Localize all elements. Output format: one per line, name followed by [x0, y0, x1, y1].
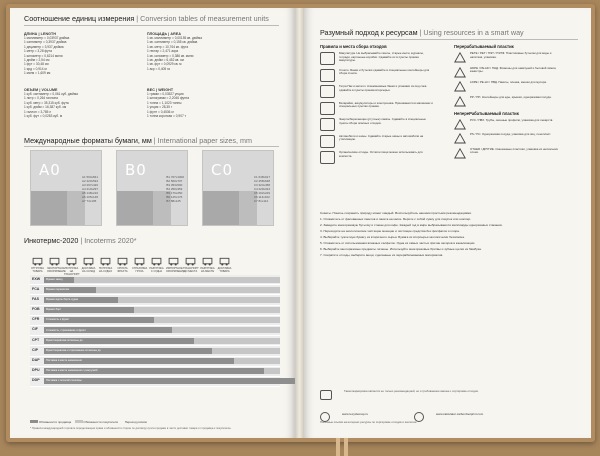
logistics-step-label: РАЗГРУЗКА С СУДНА	[149, 267, 164, 273]
marking-icon	[320, 390, 332, 400]
recycle-triangle-icon	[454, 148, 466, 159]
length-rows	[24, 36, 69, 76]
area-rows	[147, 36, 202, 71]
incoterm-row	[30, 357, 280, 367]
length-row: 1 километр = 0,6214 мили	[24, 53, 63, 58]
paper-formats	[30, 150, 274, 226]
waste-rule-entry: Энергосберегающие (ртутные) лампы. Сдавайте в специальные пункты сбора опасных отходов.	[320, 118, 440, 131]
paper-size-row: A1 594x841	[81, 175, 98, 179]
area-block	[147, 32, 202, 71]
paper-size-row: B6 125x176	[166, 195, 183, 199]
length-row: 1 сантиметр = 0,3937 дюйма	[24, 40, 67, 45]
volume-row: 1 галлон = 3,785 л	[24, 109, 52, 114]
volume-row: 1 куб. фут = 0,0283 куб. м	[24, 114, 63, 119]
incoterm-desc: Франко завод	[46, 277, 63, 281]
left-page	[10, 8, 295, 438]
weight-label: ВЕС | WEIGHT	[147, 88, 174, 92]
incoterm-row	[30, 377, 280, 387]
length-row: 1 ярд = 0,914 м	[24, 66, 47, 71]
paper-size-row: B7 88x125	[166, 199, 181, 203]
volume-rows	[24, 92, 78, 118]
volume-row: 1 куб. сантиметр = 0,061 куб. дюйма	[24, 92, 78, 96]
eco-tip: 5. Откажитесь от использования влажных салфеток. Одна из самых частых причин засоров в канализации.	[320, 240, 476, 245]
bookmark-ribbon[interactable]	[336, 438, 340, 456]
eco-tip: 6. Выбирайте многоразовые предметы гигиены. Используйте многоразовые бритвы и зубные щетки из бамбука.	[320, 246, 482, 251]
waste-rule-entry: Стекло. Банки и бутылки сдавайте в специальные контейнеры для сбора стекла.	[320, 69, 440, 82]
area-row: 1 кв. километр = 0,386 кв. мили	[147, 53, 194, 58]
area-row: 1 кв. миллиметр = 0,00155 кв. дюйма	[147, 36, 202, 40]
incoterm-row	[30, 367, 280, 377]
waste-rules	[320, 44, 440, 168]
area-row: 1 кв. дюйм = 6,452 кв. см	[147, 58, 184, 63]
waste-category-icon	[320, 135, 335, 148]
incoterms-table	[30, 275, 280, 387]
incoterm-code: CFR	[32, 317, 40, 322]
recycle-plastics	[454, 44, 579, 162]
logistics-step-icon	[100, 255, 111, 266]
paper-size-row: B1 707x1000	[166, 175, 184, 179]
incoterm-desc: Поставка в месте назначения	[46, 359, 82, 363]
logistics-step-label: ПОГРУЗКА НА СУДНО	[98, 267, 113, 273]
volume-row: 1 куб. метр = 35,315 куб. фута	[24, 100, 69, 105]
incoterm-desc: Фрахт/перевозка оплачены до	[46, 338, 83, 342]
paper-size-row: C6 114x162	[253, 195, 270, 199]
volume-block	[24, 88, 78, 118]
eco-tip: 3. Переходите на экологические чистящие моющие и чистящие средства без фосфатов и хлора.	[320, 228, 460, 233]
incoterms-legend: Обязанности продавца Обязанности покупателя Переход рисков	[30, 420, 147, 424]
paper-size-row: C2 458x648	[253, 179, 270, 183]
waste-category-icon	[320, 151, 335, 164]
length-block	[24, 32, 69, 76]
recycle-triangle-icon	[454, 119, 466, 130]
incoterm-row	[30, 336, 280, 346]
paper-size-row: B4 250x353	[166, 187, 183, 191]
weight-block	[147, 88, 189, 118]
incoterm-code: DAP	[32, 358, 40, 362]
incoterms-title: Инкотермс-2020 | Incoterms 2020*	[24, 236, 137, 245]
nonrecycle-entry: OTHER / ДРУГИЕ. Смешанные пластики, упаковка из нескольких слоев.	[454, 148, 579, 159]
length-label: ДЛИНА | LENGTH	[24, 32, 57, 36]
eco-tip: 7. Сократите отходы, выберите вещи, сделанные из перерабатываемых материалов.	[320, 252, 444, 257]
area-row: 1 кв. сантиметр = 0,155 кв. дюйма	[147, 40, 198, 45]
nonrecycle-entry: PS / ПС. Одноразовая посуда, упаковка для яиц, пенопласт.	[454, 133, 579, 144]
volume-row: 1 литр = 0,264 галлона	[24, 96, 58, 101]
paper-size-row: A7 74x105	[81, 199, 97, 203]
logistics-step-icon	[32, 255, 43, 266]
logistics-step-label: ДОСТАВКА ТОВАРА	[217, 267, 232, 273]
recycle-triangle-icon	[454, 81, 466, 92]
logistics-step-icon	[49, 255, 60, 266]
paper-size-row: A3 297x420	[81, 183, 98, 187]
logistics-step-label: ТРАНСПОРТ ДО МЕСТА	[183, 267, 199, 273]
logistics-step-icon	[168, 255, 179, 266]
incoterm-code: DPU	[32, 368, 40, 373]
incoterm-row	[30, 295, 280, 305]
incoterm-desc: Стоимость, страхование и фрахт	[46, 328, 86, 332]
logistics-step-label: СТРАХОВКА ГРУЗА	[132, 267, 148, 273]
incoterm-row	[30, 275, 280, 285]
waste-category-icon	[320, 52, 335, 65]
area-row: 1 кв. метр = 10,764 кв. фута	[147, 44, 189, 49]
resources-title: Разумный подход к ресурсам | Using resources in a smart way	[320, 28, 524, 37]
paper-size-row: C7 81x114	[253, 199, 269, 203]
area-row: 1 гектар = 2,471 акра	[147, 49, 179, 54]
incoterm-code: DDP	[32, 378, 40, 383]
waste-rule-entry: Батарейки, аккумуляторы и электроника. Принимаются в магазинах и специальных пунктах приема.	[320, 102, 440, 115]
incoterm-code: FAS	[32, 296, 39, 301]
logistics-step-label: ИМПОРТНОЕ ОФОРМЛЕНИЕ	[166, 267, 185, 273]
logistics-step-icon	[219, 255, 230, 266]
recycle-triangle-icon	[454, 52, 466, 63]
weight-row: 1 унция = 28,35 г	[147, 105, 173, 110]
paper-b-series: B0 B1 707x1000 B2 500x707 B3 353x500 B4 250x353 B5 176x250 B6 125x176 B7 88x125	[116, 150, 188, 226]
length-row: 1 метр = 3,28 фута	[24, 49, 52, 54]
bookmark-ribbon[interactable]	[344, 438, 348, 456]
area-row: 1 акр = 0,405 га	[147, 66, 170, 71]
weight-row: 1 грамм = 0,03527 унции	[147, 92, 184, 96]
waste-rules-title: Правила и места сбора отходов	[320, 44, 387, 49]
incoterm-desc: Фрахт/перевозка и страхование оплачены до	[46, 348, 101, 352]
paper-size-row: A5 148x210	[81, 191, 98, 195]
recycle-entry: HDPE / PE-HD / ПНД. Флаконы для шампуней и бытовой химии, канистры.	[454, 67, 579, 78]
length-row: 1 миля = 1,609 км	[24, 71, 51, 76]
paper-title: Международные форматы бумаги, мм | International paper sizes, mm	[24, 136, 252, 145]
logistics-step-label: ОТГРУЗКА ТОВАРА	[30, 267, 45, 273]
logistics-step-icon	[134, 255, 145, 266]
eco-tip: 4. Выбирайте туалетную бумагу из вторичного сырья. Бумага из вторсырья экологически безопасна.	[320, 234, 465, 239]
paper-c-series: C0 C1 648x917 C2 458x648 C3 324x458 C4 229x324 C5 162x229 C6 114x162 C7 81x114	[202, 150, 274, 226]
recycle-triangle-icon	[454, 96, 466, 107]
waste-category-icon	[320, 102, 335, 115]
paper-size-row: B2 500x707	[166, 179, 183, 183]
volume-row: 1 куб. дюйм = 16,387 куб. см	[24, 105, 67, 110]
weight-row: 1 тонна короткая = 0,907 т	[147, 114, 187, 119]
footer-note-2: Полезные ссылки на интернет-ресурсы по сортировке отходов и экологии.	[320, 420, 418, 424]
waste-rule-entry: Макулатура. Не выбрасывайте газеты, старые книги, журналы, тетради, картонные коробки. Сдавайте их в пункты приема макулатуры.	[320, 52, 440, 65]
footer-note-1: Такая маркировка является не только рекомендацией, но и требованием закона о сортировке отходов.	[320, 390, 580, 400]
paper-size-row: A2 420x594	[81, 179, 98, 183]
logistics-step-label: ЭКСПОРТНОЕ ОФОРМЛЕНИЕ	[47, 267, 66, 273]
paper-a-series: A0 A1 594x841 A2 420x594 A3 297x420 A4 210x297 A5 148x210 A6 105x148 A7 74x105	[30, 150, 102, 226]
recycle-entry: PETE / PET / ПЭТ / ПЭТФ. Пластиковые бутылки для воды и напитков, упаковка.	[454, 52, 579, 63]
incoterm-desc: Франко вдоль борта судна	[46, 297, 78, 301]
logistics-step-icon	[185, 255, 196, 266]
incoterm-code: EXW	[32, 276, 41, 281]
incoterm-code: CIF	[32, 327, 38, 332]
waste-category-icon	[320, 69, 335, 82]
area-label: ПЛОЩАДЬ | AREA	[147, 32, 182, 36]
eco-tip: Советы. Помочь сохранить природу может каждый. Воспользуйтесь нашими простыми рекомендациями.	[320, 211, 472, 215]
length-row: 1 дюйм = 2,54 см	[24, 58, 50, 63]
incoterm-code: FCA	[32, 286, 40, 291]
recycle-entry: LDPE / PE-LD / ПВД. Пакеты, пленка, мешки для мусора.	[454, 81, 579, 92]
incoterm-code: CPT	[32, 337, 40, 342]
paper-size-row: C1 648x917	[253, 175, 270, 179]
recycle-title: Перерабатываемый пластик	[454, 44, 514, 49]
right-page	[304, 8, 591, 438]
incoterm-desc: Франко борт	[46, 308, 62, 312]
logistics-step-icon	[202, 255, 213, 266]
eco-tips	[320, 211, 578, 259]
logistics-step-icon	[151, 255, 162, 266]
weight-row: 1 фунт = 0,4536 кг	[147, 109, 174, 114]
length-row: 1 миллиметр = 0,03937 дюйма	[24, 36, 70, 40]
weight-row: 1 килограмм = 2,2046 фунта	[147, 96, 189, 101]
link-carbon-calculator[interactable]: www.calculator.carbonfootprint.com	[436, 412, 484, 416]
weight-row: 1 тонна = 1,1023 тонны	[147, 100, 182, 105]
logistics-step-icon	[83, 255, 94, 266]
link-recyclemap[interactable]: www.recyclemap.ru	[342, 412, 369, 416]
incoterm-row	[30, 346, 280, 356]
paper-size-row: A4 210x297	[81, 187, 98, 191]
logistics-step-icon	[66, 255, 77, 266]
paper-divider	[24, 146, 279, 147]
incoterm-row	[30, 306, 280, 316]
logistics-step-label: ОПЛАТА ФРАХТА	[117, 267, 128, 273]
logistics-step-label: ДОСТАВКА НА СКЛАД	[81, 267, 96, 273]
nonrecycle-entry: PVC / ПВХ. Трубы, оконные профили, упаковка для лекарств.	[454, 119, 579, 130]
nonrecycle-title: НепереРабатываемый пластик	[454, 110, 519, 116]
planner-spine	[295, 8, 304, 438]
paper-size-row: C4 229x324	[253, 187, 270, 191]
logistics-step-icon	[117, 255, 128, 266]
waste-rule-entry: Тетра Пак и металл. Алюминиевые банки и упаковки из-под сока сдавайте в пункты приема вторсырья.	[320, 85, 440, 98]
waste-rule-entry: Органические отходы. Остатки пищи можно использовать для компоста.	[320, 151, 440, 164]
paper-size-row: C5 162x229	[253, 191, 270, 195]
recycle-entry: PP / ПП. Контейнеры для еды, крышки, одноразовая посуда.	[454, 96, 579, 107]
title-divider	[24, 25, 279, 26]
waste-category-icon	[320, 85, 335, 98]
area-row: 1 кв. фут = 0,0929 кв. м	[147, 62, 182, 67]
logistics-step-label: ПОГРУЗКА НА	[64, 267, 79, 273]
paper-size-row: B3 353x500	[166, 183, 183, 187]
recycle-triangle-icon	[454, 133, 466, 144]
length-row: 1 дециметр = 3,937 дюйма	[24, 44, 64, 49]
incoterm-code: CIP	[32, 347, 38, 352]
incoterm-desc: Поставка с оплатой пошлины	[46, 379, 82, 383]
incoterm-row	[30, 326, 280, 336]
resources-divider	[320, 39, 578, 40]
paper-size-row: B5 176x250	[166, 191, 183, 195]
eco-tip: 2. Заведите многоразовую бутылку и стакан для кофе. Каждый год в мире выбрасываются миллиарды одноразовых стаканов.	[320, 222, 503, 227]
volume-label: ОБЪЕМ | VOLUME	[24, 88, 58, 92]
incoterm-desc: Стоимость и фрахт	[46, 318, 70, 322]
conversion-title: Соотношение единиц измерения | Conversion tables of measurement units	[24, 14, 269, 23]
incoterms-icon-row	[32, 255, 230, 266]
weight-rows	[147, 92, 189, 118]
incoterm-row	[30, 285, 280, 295]
waste-category-icon	[320, 118, 335, 131]
incoterm-code: FOB	[32, 307, 40, 312]
eco-tip: 1. Откажитесь от фасованных пакетов и пакета на кассе. Берите с собой сумку для покупок или шоппер.	[320, 216, 472, 221]
incoterm-row	[30, 316, 280, 326]
incoterm-desc: Франко перевозчик	[46, 287, 70, 291]
recycle-triangle-icon	[454, 67, 466, 78]
waste-rule-entry: Автомобили и шины. Сдавайте старые шины и автомобили на утилизацию.	[320, 135, 440, 148]
paper-size-row: C3 324x458	[253, 183, 270, 187]
length-row: 1 фут = 30,48 см	[24, 62, 49, 67]
incoterm-desc: Поставка в месте назначения с разгрузкой	[46, 369, 98, 373]
paper-size-row: A6 105x148	[81, 195, 98, 199]
logistics-step-label: РАЗГРУЗКА НА МЕСТЕ	[200, 267, 215, 273]
incoterms-footnote: * Правила международной торговли определяющие права и обязанности сторон по договору купли-продажи в части доставки товара от продавца к покупателю.	[30, 427, 232, 430]
